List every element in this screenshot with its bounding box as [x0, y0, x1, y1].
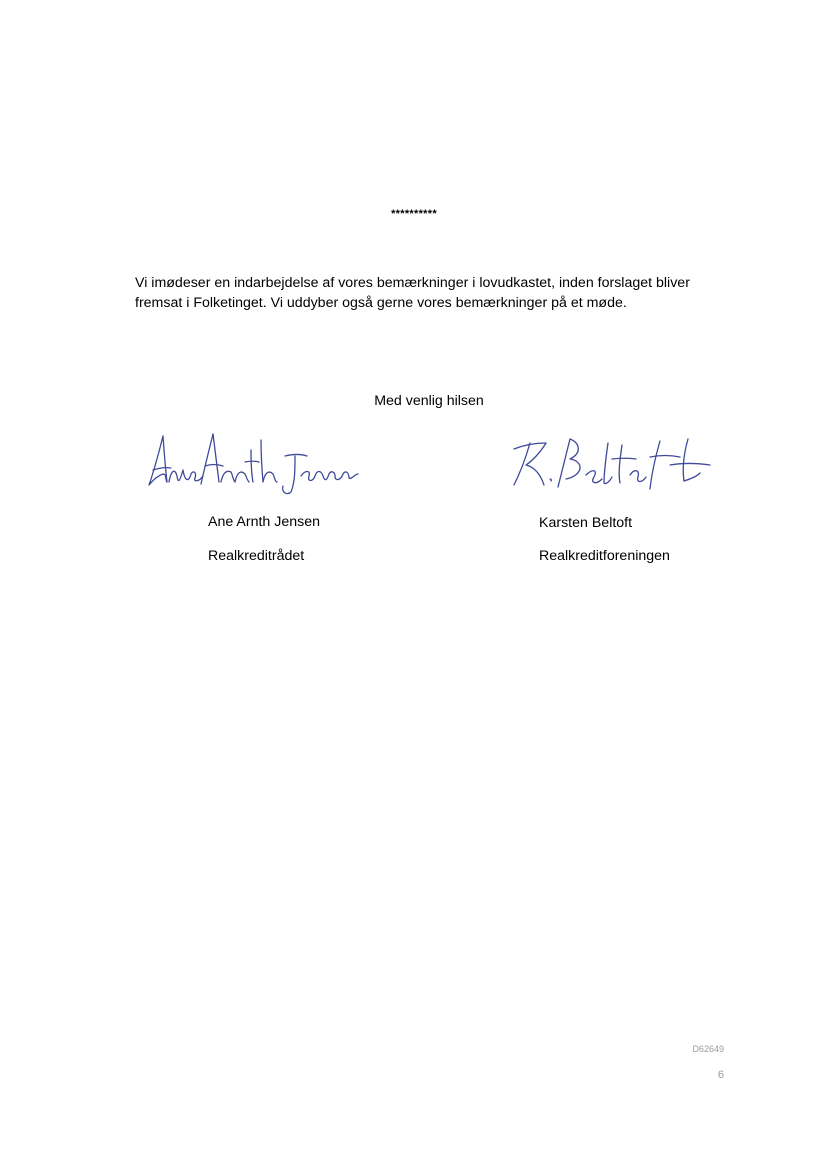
- signature-ane-arnth-jensen: [145, 430, 360, 495]
- document-id: D62649: [692, 1044, 724, 1054]
- signatory-organization-left: Realkreditrådet: [208, 548, 305, 564]
- signatory-name-right: Karsten Beltoft: [539, 515, 633, 531]
- signatory-name-left: Ane Arnth Jensen: [208, 514, 321, 530]
- signatory-organization-right: Realkreditforeningen: [539, 548, 670, 564]
- signature-karsten-beltoft: [510, 435, 715, 490]
- closing-salutation: Med venlig hilsen: [374, 393, 484, 409]
- section-separator: **********: [391, 208, 437, 220]
- body-paragraph: Vi imødeser en indarbejdelse af vores bemærkninger i lovudkastet, inden forslaget bliver fremsat i Folketinget. Vi uddyber også gerne vores bemærkninger på et møde.: [135, 275, 690, 311]
- page-number: 6: [717, 1069, 724, 1081]
